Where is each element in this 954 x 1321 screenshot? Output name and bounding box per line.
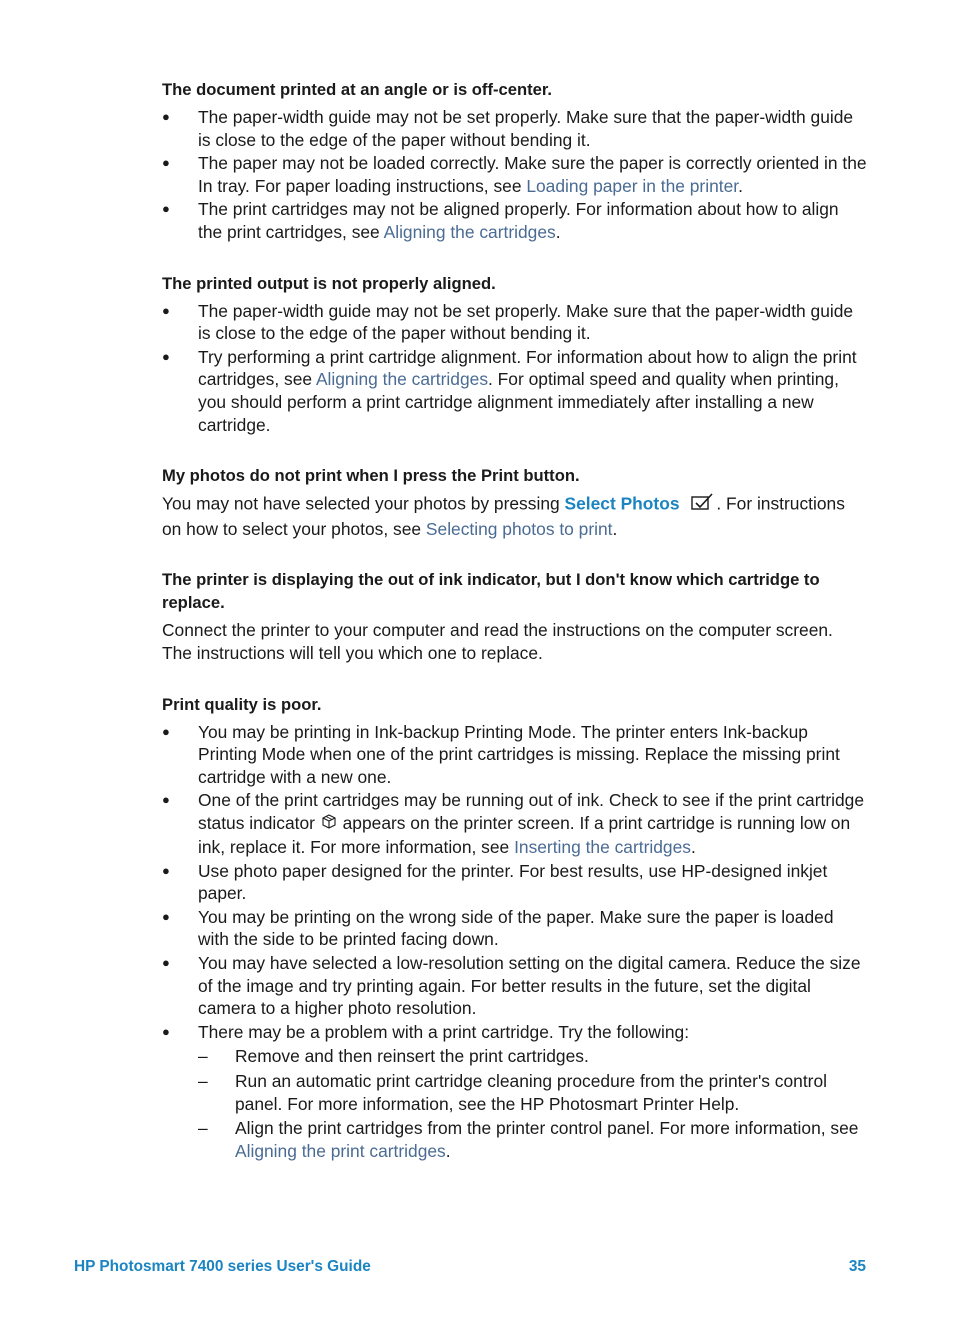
sub-list (198, 1045, 867, 1162)
cartridge-status-icon (320, 812, 338, 836)
section-out-of-ink (162, 568, 867, 664)
list-item: ● You may be printing on the wrong side of the paper. Make sure the paper is loaded with the side to be printed facing down. (162, 906, 867, 951)
bullet-list (162, 106, 867, 244)
section-heading: The printed output is not properly aligned. (162, 273, 496, 293)
link-aligning-print-cartridges[interactable]: Aligning the print cartridges (235, 1140, 446, 1161)
sub-list-item: – Run an automatic print cartridge cleaning procedure from the printer's control panel. For more information, see the HP Photosmart Printer Help. (198, 1070, 867, 1115)
list-item: ● The print cartridges may not be aligned properly. For information about how to align the print cartridges, see Aligning the cartridges. (162, 198, 867, 243)
section-not-aligned (162, 272, 867, 437)
footer-title: HP Photosmart 7400 series User's Guide (74, 1258, 371, 1275)
sub-list-item: – Align the print cartridges from the printer control panel. For more information, see Aligning the print cartridges. (198, 1117, 867, 1162)
section-heading: The printer is displaying the out of ink indicator, but I don't know which cartridge to replace. (162, 570, 820, 613)
bullet-list (162, 300, 867, 437)
list-item: ● One of the print cartridges may be running out of ink. Check to see if the print cartridge status indicator appears on the printer screen. If a print cartridge is running low on ink, replace it. For more information, see Inserting the cartridges. (162, 789, 867, 858)
checkbox-check-icon (690, 492, 716, 518)
bullet-list (162, 721, 867, 1163)
paragraph: Connect the printer to your computer and read the instructions on the computer screen. The instructions will tell you which one to replace. (162, 620, 833, 663)
link-inserting-cartridges[interactable]: Inserting the cartridges (514, 837, 691, 858)
list-item: ● You may be printing in Ink-backup Printing Mode. The printer enters Ink-backup Printing Mode when one of the print cartridges is missing. Replace the missing print cartridge with a new one. (162, 721, 867, 789)
sub-list-item: – Remove and then reinsert the print cartridges. (198, 1045, 867, 1068)
list-item: ● Use photo paper designed for the printer. For best results, use HP-designed inkjet paper. (162, 860, 867, 905)
section-heading: My photos do not print when I press the Print button. (162, 466, 580, 486)
list-item: ● The paper-width guide may not be set properly. Make sure that the paper-width guide is close to the edge of the paper without bending it. (162, 300, 867, 345)
section-print-quality (162, 693, 867, 1163)
link-aligning-cartridges[interactable]: Aligning the cartridges (315, 369, 489, 390)
link-selecting-photos[interactable]: Selecting photos to print (425, 518, 613, 539)
link-aligning-cartridges[interactable]: Aligning the cartridges (383, 221, 556, 242)
section-photos-not-print (162, 464, 867, 540)
list-item: ● There may be a problem with a print cartridge. Try the following: – Remove and then reinsert the print cartridges. – Run an automatic print cartridge cleaning procedure from the printer's control panel. For more information, see the HP Photosmart Printer Help. – Align the print cartridges from the printer control panel. For more information, see Aligning the print cartridges. (162, 1021, 867, 1163)
list-item: ● The paper may not be loaded correctly. Make sure the paper is correctly oriented in the In tray. For paper loading instructions, see Loading paper in the printer. (162, 152, 867, 197)
page-number: 35 (848, 1258, 866, 1275)
section-off-center (162, 78, 867, 244)
list-item: ● You may have selected a low-resolution setting on the digital camera. Reduce the size of the image and try printing again. For better results in the future, set the digital camera to a higher photo resolution. (162, 952, 867, 1020)
paragraph: You may not have selected your photos by pressing Select Photos . For instructions on how to select your photos, see Selecting photos to print. (162, 493, 845, 539)
list-item: ● Try performing a print cartridge alignment. For information about how to align the print cartridges, see Aligning the cartridges. For optimal speed and quality when printing, you should perform a print cartridge alignment immediately after installing a new cartridge. (162, 346, 867, 436)
section-heading: Print quality is poor. (162, 694, 322, 714)
page-footer (74, 1258, 866, 1280)
link-loading-paper[interactable]: Loading paper in the printer (526, 175, 739, 196)
page-content (162, 78, 867, 1190)
select-photos-button-label: Select Photos (564, 493, 680, 514)
section-heading: The document printed at an angle or is off-center. (162, 80, 553, 99)
list-item: ● The paper-width guide may not be set properly. Make sure that the paper-width guide is close to the edge of the paper without bending it. (162, 106, 867, 151)
